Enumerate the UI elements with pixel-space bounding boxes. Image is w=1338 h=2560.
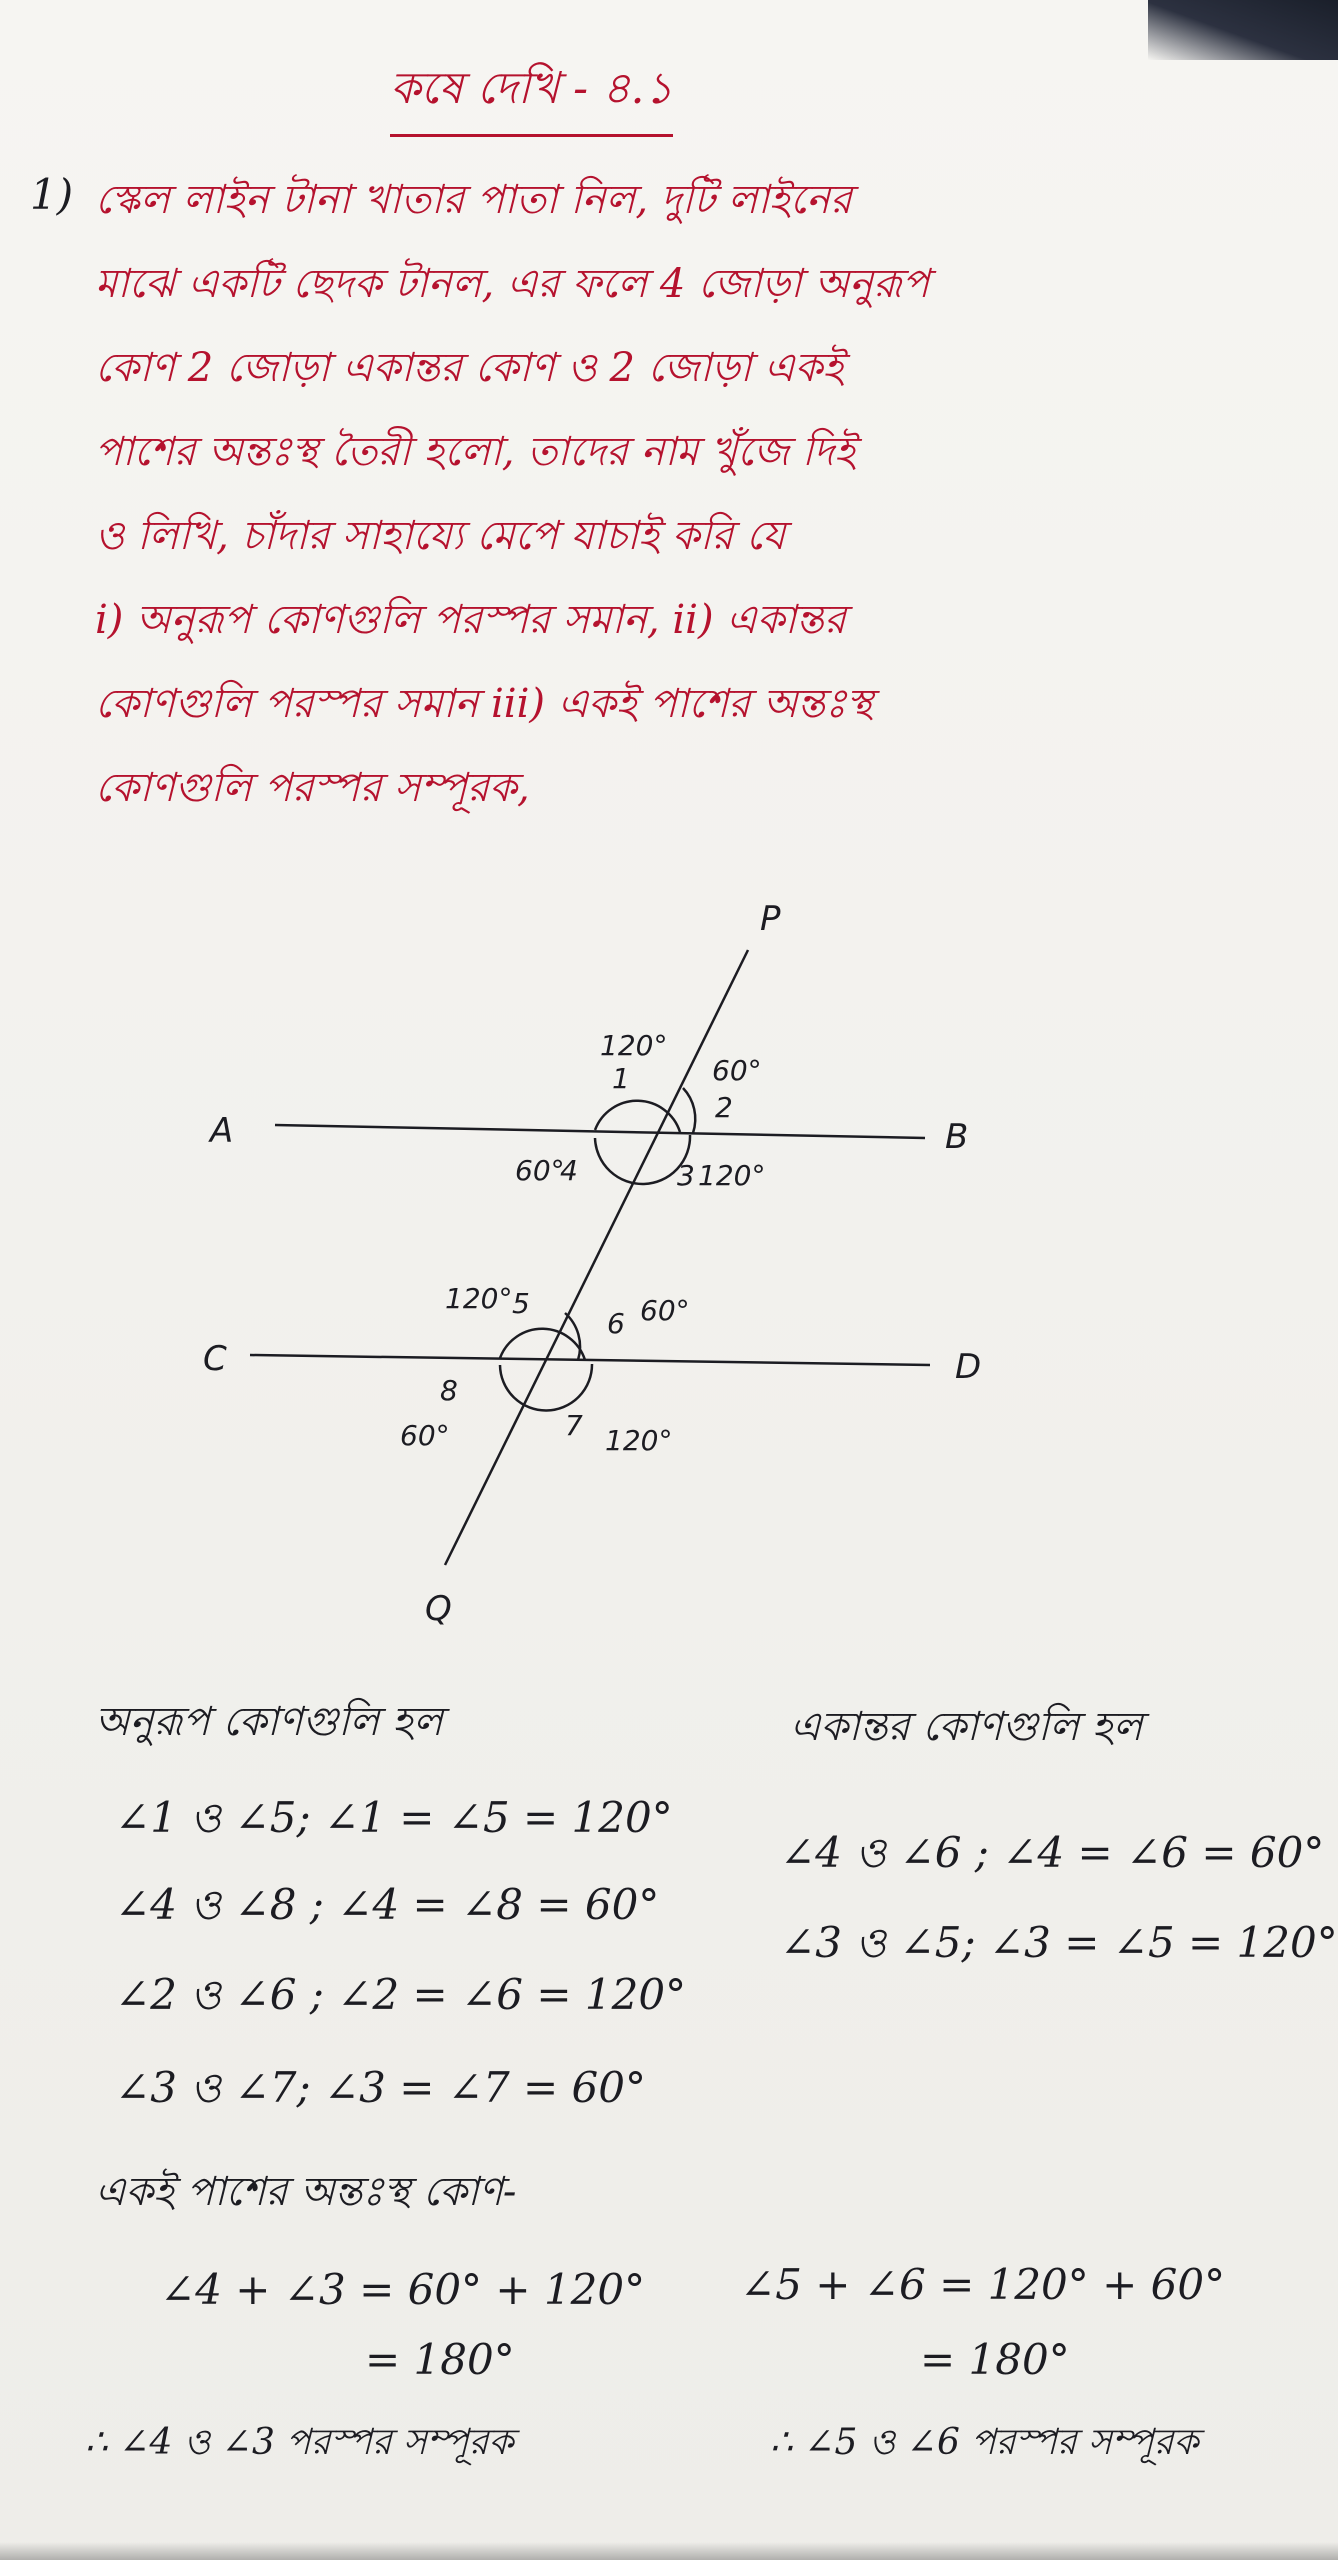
angle-1-value: 120° bbox=[600, 1029, 668, 1062]
corresponding-line-4: ∠3 ও ∠7; ∠3 = ∠7 = 60° bbox=[115, 2063, 646, 2112]
angle-1-label: 1 bbox=[612, 1062, 630, 1095]
parallel-lines-diagram bbox=[0, 880, 1338, 1670]
question-line-2: মাঝে একটি ছেদক টানল, এর ফলে 4 জোড়া অনুরূপ bbox=[95, 261, 930, 307]
angle-8-label: 8 bbox=[440, 1374, 458, 1407]
point-p: P bbox=[760, 899, 781, 939]
angle-2-label: 2 bbox=[715, 1091, 733, 1124]
angle-8-value: 60° bbox=[400, 1419, 450, 1452]
cointerior-left-conclusion: ∴ ∠4 ও ∠3 পরস্পর সম্পূরক bbox=[85, 2422, 514, 2463]
question-line-4: পাশের অন্তঃস্থ তৈরী হলো, তাদের নাম খুঁজে দিই bbox=[95, 429, 856, 475]
angle-2-arc bbox=[683, 1088, 695, 1133]
point-a: A bbox=[210, 1111, 234, 1151]
question-line-3: কোণ 2 জোড়া একান্তর কোণ ও 2 জোড়া একই bbox=[95, 345, 844, 391]
exercise-title: কষে দেখি - ৪.১ bbox=[390, 55, 673, 137]
alternate-line-1: ∠4 ও ∠6 ; ∠4 = ∠6 = 60° bbox=[780, 1828, 1325, 1877]
corresponding-line-3: ∠2 ও ∠6 ; ∠2 = ∠6 = 120° bbox=[115, 1970, 687, 2019]
transversal-pq bbox=[445, 950, 748, 1565]
angle-2-value: 60° bbox=[712, 1054, 762, 1087]
cointerior-heading: একই পাশের অন্তঃস্থ কোণ- bbox=[95, 2169, 517, 2215]
angle-4-value: 60° bbox=[515, 1154, 565, 1187]
cointerior-right-conclusion: ∴ ∠5 ও ∠6 পরস্পর সম্পূরক bbox=[770, 2422, 1199, 2463]
cointerior-left-line2: = 180° bbox=[365, 2335, 515, 2384]
cointerior-right-line1: ∠5 + ∠6 = 120° + 60° bbox=[740, 2260, 1226, 2309]
cointerior-left-line1: ∠4 + ∠3 = 60° + 120° bbox=[160, 2265, 646, 2314]
angle-5-label: 5 bbox=[512, 1287, 530, 1320]
corresponding-heading: অনুরূপ কোণগুলি হল bbox=[95, 1699, 443, 1745]
question-line-1: স্কেল লাইন টানা খাতার পাতা নিল, দুটি লাইনের bbox=[95, 177, 852, 223]
point-d: D bbox=[955, 1347, 982, 1387]
corresponding-line-2: ∠4 ও ∠8 ; ∠4 = ∠8 = 60° bbox=[115, 1880, 660, 1929]
question-line-5: ও লিখি, চাঁদার সাহায্যে মেপে যাচাই করি যে bbox=[95, 513, 786, 559]
question-line-6: i) অনুরূপ কোণগুলি পরস্পর সমান, ii) একান্তর bbox=[95, 597, 846, 643]
angle-5-value: 120° bbox=[445, 1282, 513, 1315]
angle-6-label: 6 bbox=[607, 1307, 625, 1340]
question-line-7: কোণগুলি পরস্পর সমান iii) একই পাশের অন্তঃস্থ bbox=[95, 681, 873, 727]
alternate-heading: একান্তর কোণগুলি হল bbox=[790, 1704, 1143, 1750]
page-corner-shadow bbox=[1148, 0, 1338, 60]
point-c: C bbox=[203, 1339, 227, 1379]
point-q: Q bbox=[425, 1589, 452, 1629]
corresponding-line-1: ∠1 ও ∠5; ∠1 = ∠5 = 120° bbox=[115, 1793, 673, 1842]
angle-6-value: 60° bbox=[640, 1294, 690, 1327]
angle-3-label: 3 bbox=[677, 1159, 695, 1192]
question-number: 1) bbox=[30, 170, 74, 219]
line-ab bbox=[275, 1125, 925, 1138]
question-line-8: কোণগুলি পরস্পর সম্পূরক, bbox=[95, 765, 530, 811]
cointerior-right-line2: = 180° bbox=[920, 2335, 1070, 2384]
page-bottom-edge bbox=[0, 2542, 1338, 2560]
angle-7-value: 120° bbox=[605, 1424, 673, 1457]
alternate-line-2: ∠3 ও ∠5; ∠3 = ∠5 = 120° bbox=[780, 1918, 1338, 1967]
angle-7-label: 7 bbox=[565, 1409, 583, 1442]
angle-3-value: 120° bbox=[698, 1159, 766, 1192]
angle-arc-lower bbox=[500, 1329, 592, 1411]
angle-4-label: 4 bbox=[560, 1154, 578, 1187]
point-b: B bbox=[945, 1117, 969, 1157]
angle-arc-upper bbox=[595, 1101, 690, 1184]
line-cd bbox=[250, 1355, 930, 1365]
